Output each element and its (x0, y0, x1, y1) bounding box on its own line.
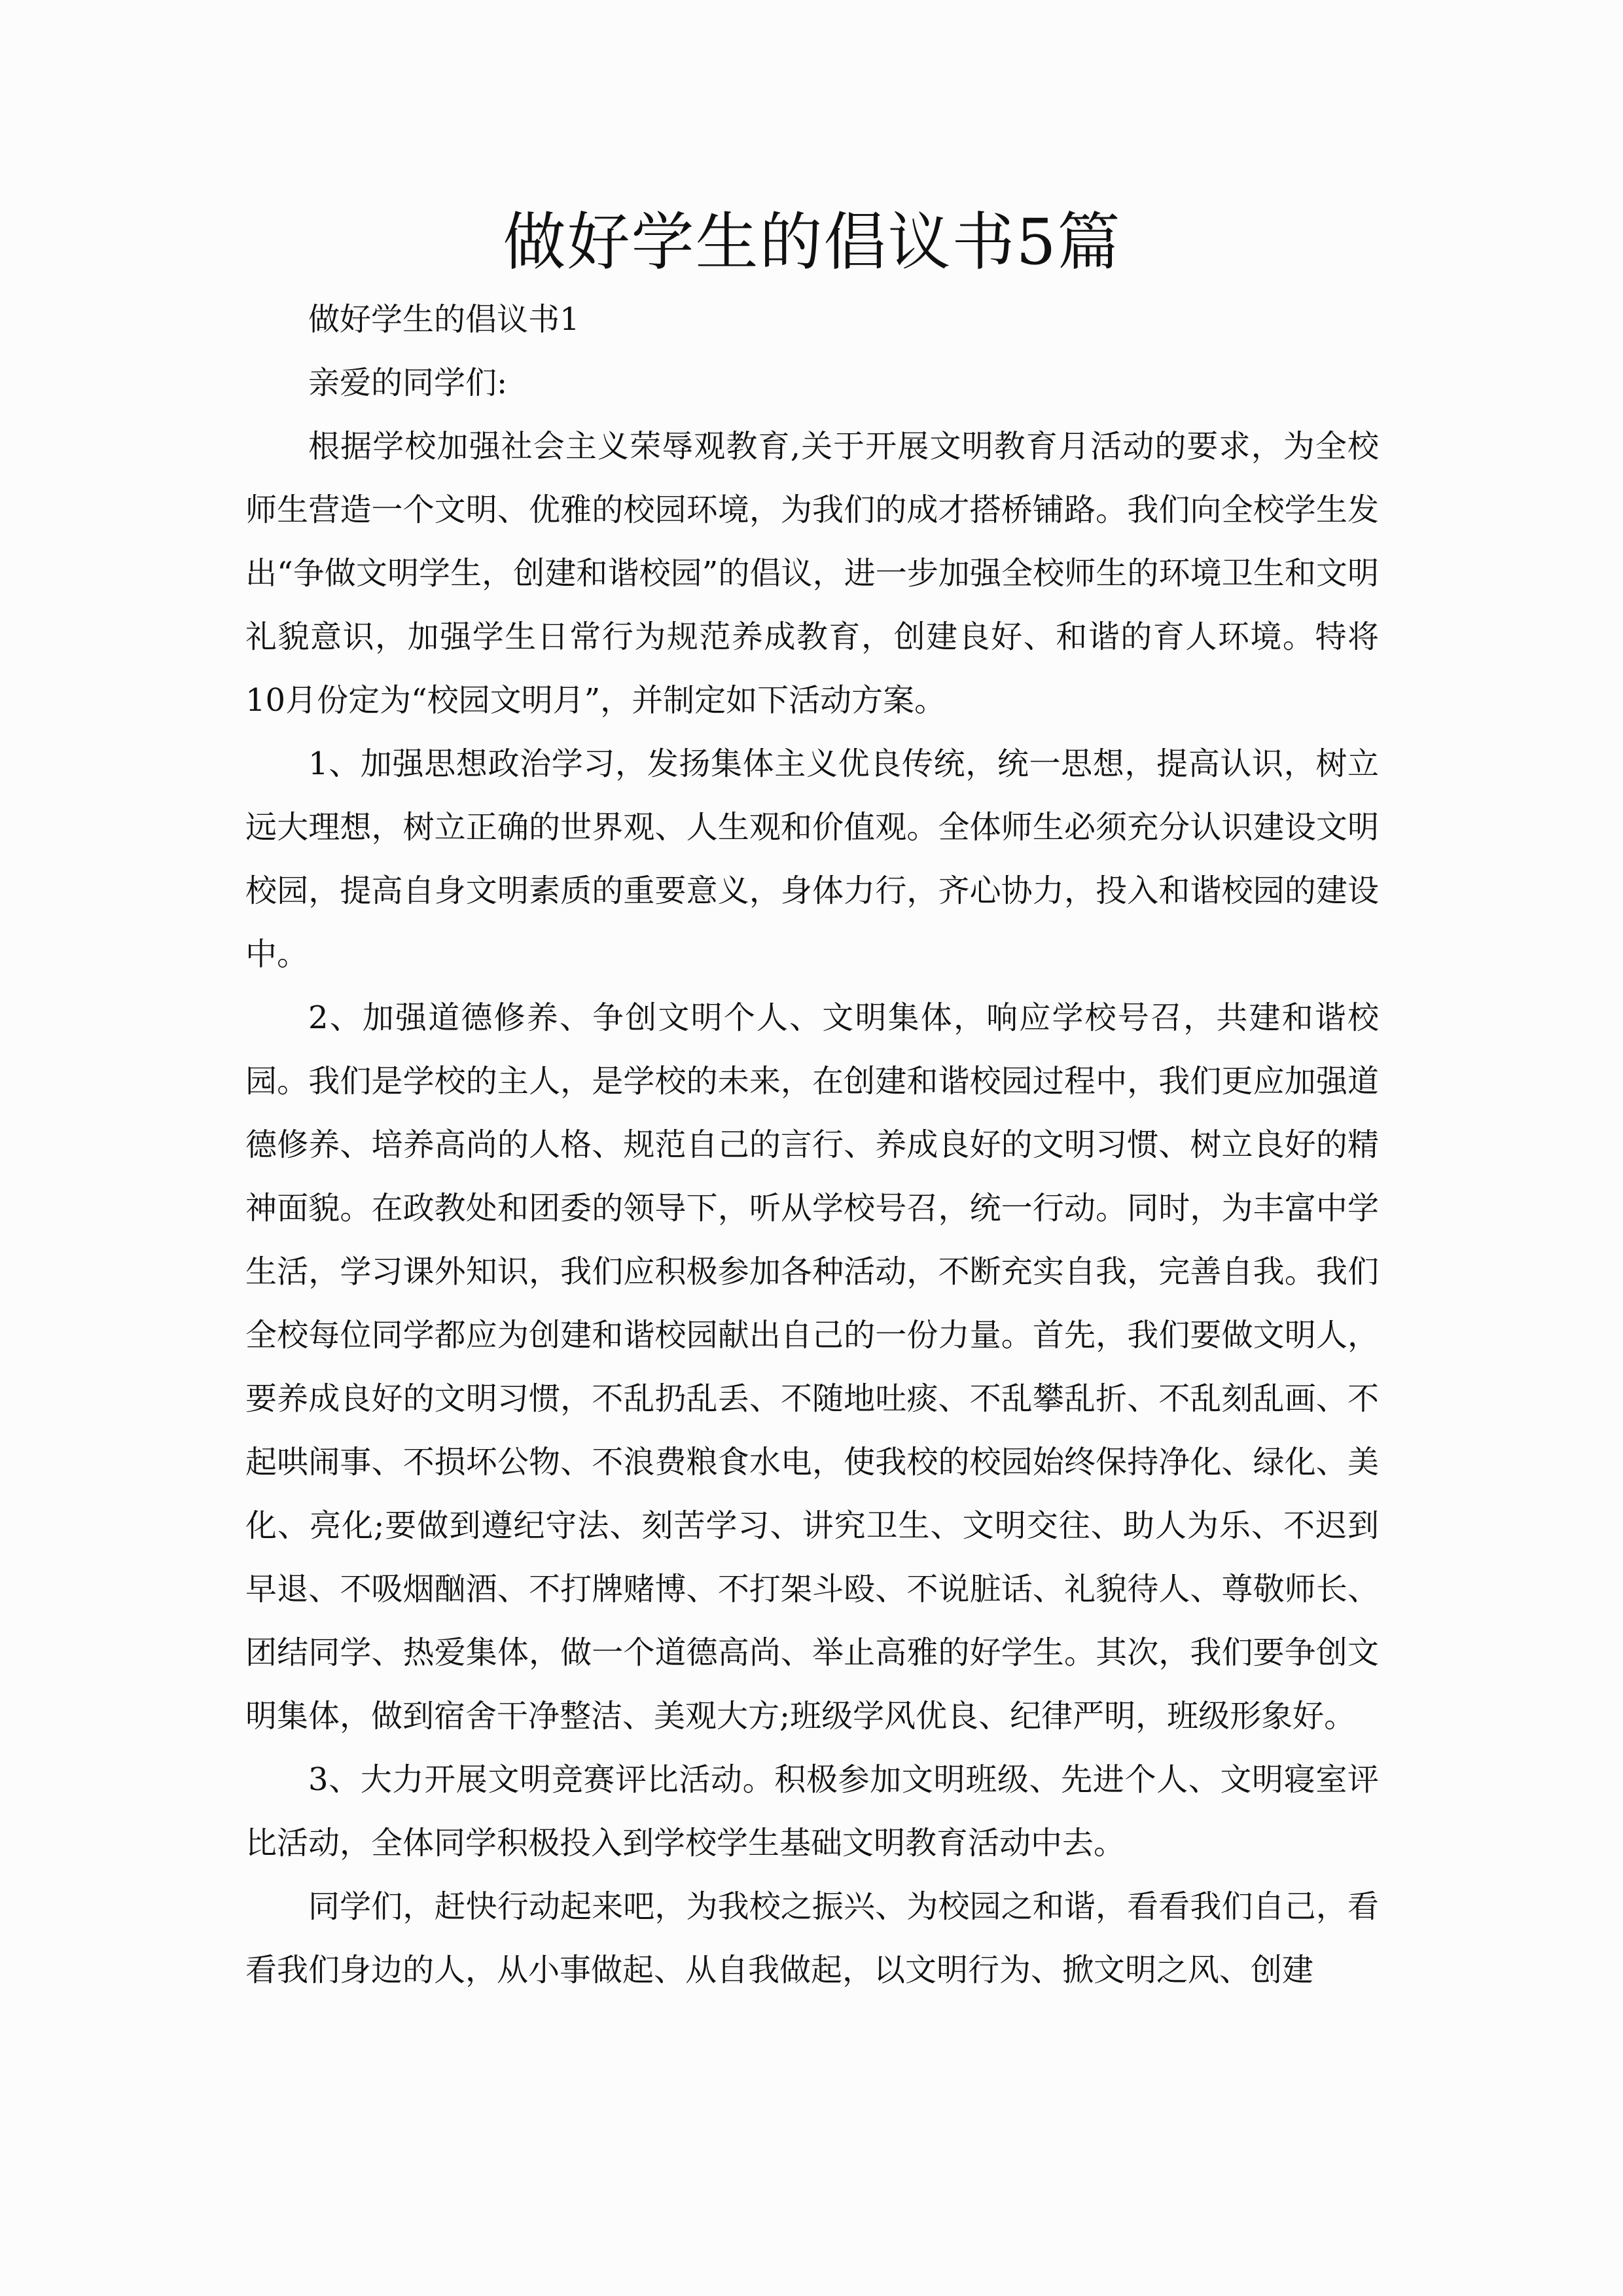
paragraph-closing: 同学们，赶快行动起来吧，为我校之振兴、为校园之和谐，看看我们自己，看看我们身边的人，从小事做起、从自我做起，以文明行为、掀文明之风、创建 (245, 1888, 1379, 1988)
section-heading: 做好学生的倡议书1 (308, 301, 580, 338)
salutation: 亲爱的同学们: (308, 365, 508, 401)
paragraph-intro: 根据学校加强社会主义荣辱观教育,关于开展文明教育月活动的要求，为全校师生营造一个文明、优雅的校园环境，为我们的成才搭桥铺路。我们向全校学生发出“争做文明学生，创建和谐校园”的倡议，进一步加强全校师生的环境卫生和文明礼貌意识，加强学生日常行为规范养成教育，创建良好、和谐的育人环境。特将10月份定为“校园文明月”，并制定如下活动方案。 (245, 428, 1379, 719)
document-body (245, 288, 1379, 2002)
paragraph-item-2: 2、加强道德修养、争创文明个人、文明集体，响应学校号召，共建和谐校园。我们是学校的主人，是学校的未来，在创建和谐校园过程中，我们更应加强道德修养、培养高尚的人格、规范自己的言行、养成良好的文明习惯、树立良好的精神面貌。在政教处和团委的领导下，听从学校号召，统一行动。同时，为丰富中学生活，学习课外知识，我们应积极参加各种活动，不断充实自我，完善自我。我们全校每位同学都应为创建和谐校园献出自己的一份力量。首先，我们要做文明人，要养成良好的文明习惯，不乱扔乱丢、不随地吐痰、不乱攀乱折、不乱刻乱画、不起哄闹事、不损坏公物、不浪费粮食水电，使我校的校园始终保持净化、绿化、美化、亮化;要做到遵纪守法、刻苦学习、讲究卫生、文明交往、助人为乐、不迟到早退、不吸烟酗酒、不打牌赌博、不打架斗殴、不说脏话、礼貌待人、尊敬师长、团结同学、热爱集体，做一个道德高尚、举止高雅的好学生。其次，我们要争创文明集体，做到宿舍干净整洁、美观大方;班级学风优良、纪律严明，班级形象好。 (245, 999, 1379, 1734)
document-title: 做好学生的倡议书5篇 (503, 206, 1122, 279)
paragraph-item-3: 3、大力开展文明竞赛评比活动。积极参加文明班级、先进个人、文明寝室评比活动，全体同学积极投入到学校学生基础文明教育活动中去。 (245, 1761, 1379, 1861)
paragraph-item-1: 1、加强思想政治学习，发扬集体主义优良传统，统一思想，提高认识，树立远大理想，树立正确的世界观、人生观和价值观。全体师生必须充分认识建设文明校园，提高自身文明素质的重要意义，身体力行，齐心协力，投入和谐校园的建设中。 (245, 745, 1379, 973)
document-page (245, 196, 1379, 2002)
